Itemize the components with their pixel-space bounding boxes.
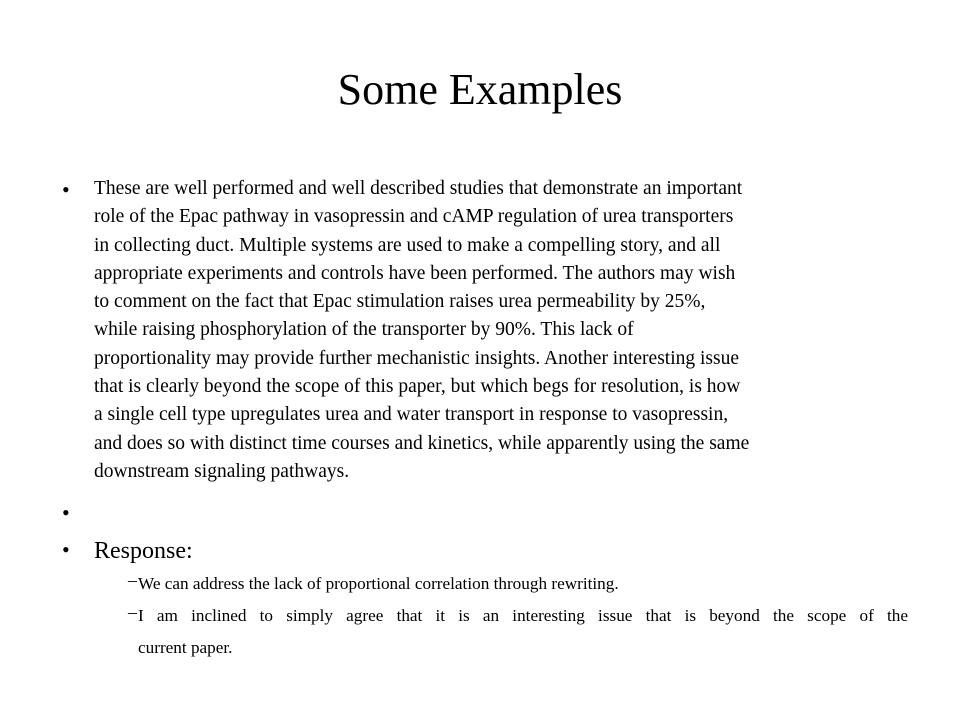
dash-marker: – [128, 602, 137, 622]
dash-marker: – [128, 570, 137, 590]
response-subitem [128, 600, 908, 666]
review-line: a single cell type upregulates urea and water transport in response to vasopressin, [94, 404, 729, 426]
bullet-marker: • [62, 500, 70, 525]
bullet-marker: • [62, 537, 70, 562]
review-line: in collecting duct. Multiple systems are used to make a compelling story, and all [94, 234, 721, 256]
slide-title: Some Examples [337, 65, 623, 114]
review-line: downstream signaling pathways. [94, 460, 350, 482]
response-line: current paper. [138, 638, 233, 657]
bullet-marker: • [62, 177, 70, 202]
response-subitem [128, 568, 908, 602]
response-subitem-text [138, 600, 908, 664]
response-bullet-item [62, 537, 922, 567]
review-line: and does so with distinct time courses and kinetics, while apparently using the same [94, 432, 750, 454]
review-line: to comment on the fact that Epac stimulation raises urea permeability by 25%, [94, 291, 706, 313]
review-line: appropriate experiments and controls have been performed. The authors may wish [94, 262, 736, 284]
review-line: proportionality may provide further mechanistic insights. Another interesting issue [94, 347, 739, 369]
response-label: Response: [94, 538, 193, 564]
review-line: These are well performed and well described studies that demonstrate an important [94, 178, 743, 199]
response-line: I am inclined to simply agree that it is an interesting issue that is beyond the scope of the [138, 606, 908, 625]
review-line: that is clearly beyond the scope of this paper, but which begs for resolution, is how [94, 376, 741, 398]
empty-bullet-item [62, 500, 922, 530]
review-line: while raising phosphorylation of the transporter by 90%. This lack of [94, 319, 634, 341]
response-line: We can address the lack of proportional correlation through rewriting. [138, 574, 619, 593]
review-bullet-item [62, 175, 922, 495]
response-subitem-text [138, 568, 908, 600]
review-paragraph [94, 175, 924, 486]
review-line: role of the Epac pathway in vasopressin and cAMP regulation of urea transporters [94, 206, 734, 228]
